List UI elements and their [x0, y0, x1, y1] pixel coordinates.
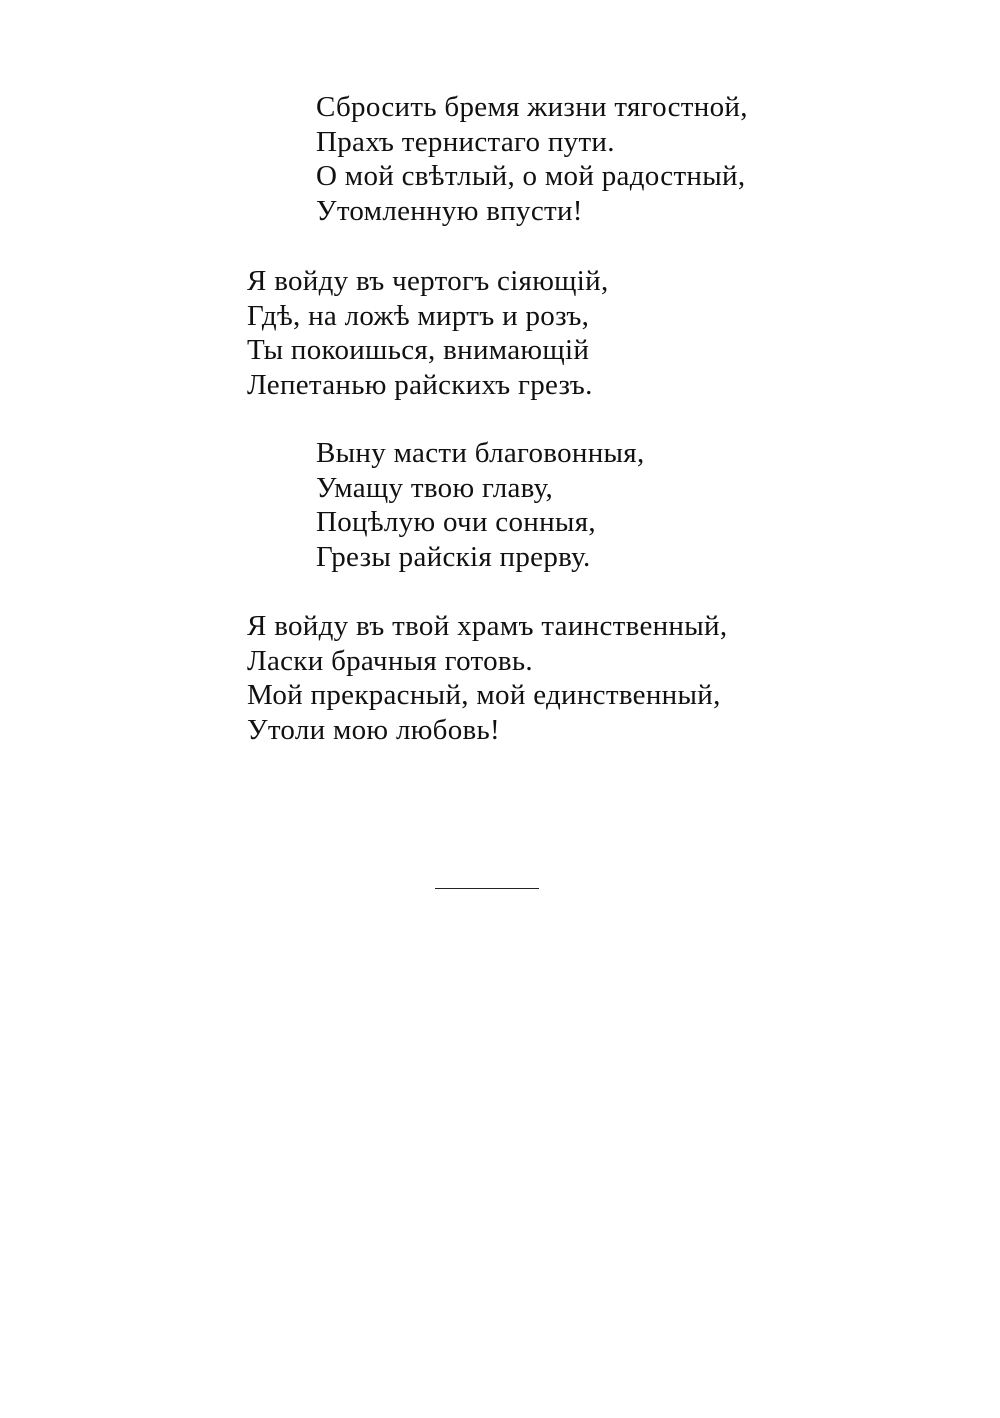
- verse-line: О мой свѣтлый, о мой радостный,: [316, 160, 746, 192]
- verse-line: Умащу твою главу,: [316, 471, 554, 504]
- verse-line: Поцѣлую очи сонныя,: [316, 506, 596, 538]
- end-rule-divider: [435, 888, 539, 889]
- verse-line: Я войду въ твой храмъ таинственный,: [247, 610, 728, 642]
- stanza-4: [247, 609, 727, 747]
- stanza-3: [316, 436, 645, 574]
- verse-line: Грезы райскія прерву.: [316, 540, 591, 573]
- verse-line: Лепетанью райскихъ грезъ.: [247, 368, 593, 401]
- verse-line: Ты покоишься, внимающій: [247, 334, 590, 366]
- verse-line: Мой прекрасный, мой единственный,: [247, 679, 721, 711]
- verse-line: Утоли мою любовь!: [247, 713, 501, 746]
- verse-line: Гдѣ, на ложѣ миртъ и розъ,: [247, 299, 590, 332]
- verse-line: Утомленную впусти!: [316, 194, 583, 227]
- verse-line: Ласки брачныя готовь.: [247, 644, 533, 677]
- verse-line: Прахъ тернистаго пути.: [316, 125, 615, 158]
- verse-line: Сбросить бремя жизни тягостной,: [316, 91, 748, 123]
- stanza-2: [247, 264, 609, 402]
- stanza-1: [316, 90, 748, 228]
- verse-line: Я войду въ чертогъ сіяющій,: [247, 265, 609, 297]
- verse-line: Выну масти благовонныя,: [316, 437, 645, 469]
